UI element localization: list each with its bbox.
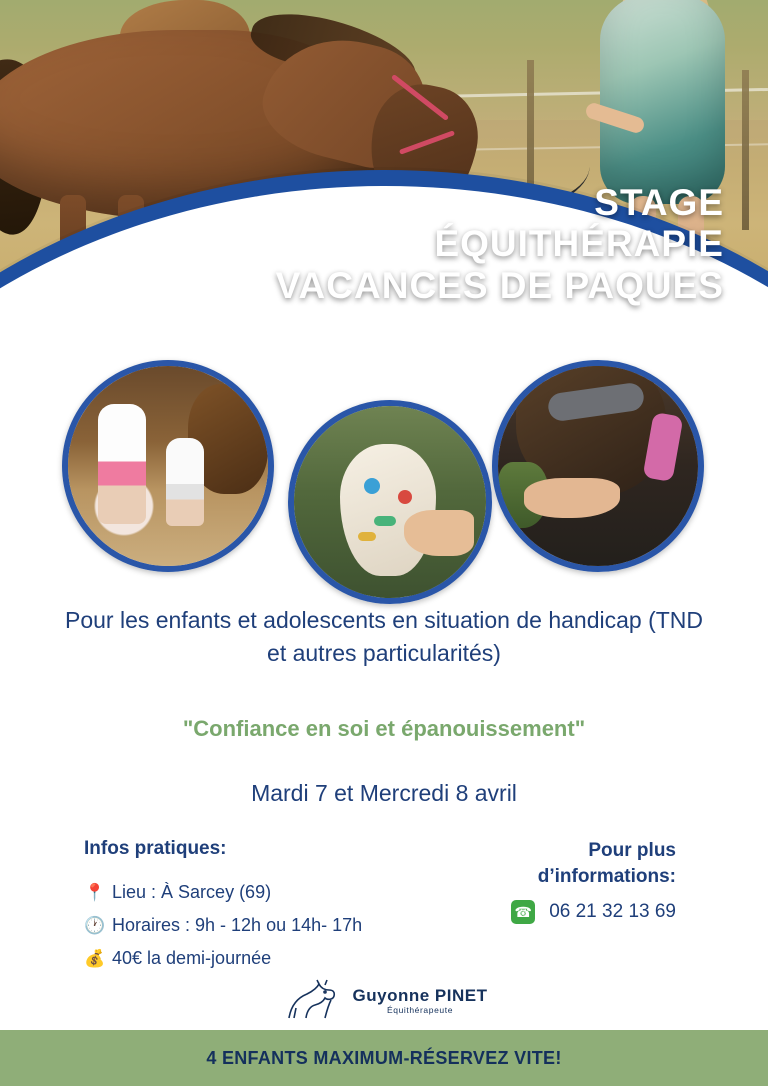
info-row-hours <box>84 915 484 936</box>
logo-subtitle: Équithérapeute <box>386 1004 454 1015</box>
child-standing <box>98 404 146 524</box>
fence-post-2 <box>742 70 749 230</box>
phone-icon: ☎ <box>511 900 535 924</box>
money-icon: 💰 <box>84 948 106 968</box>
audience-subtitle: Pour les enfants et adolescents en situation de handicap (TND et autres particularités) <box>65 607 703 666</box>
photo-circle-feeding <box>492 360 704 572</box>
paint-dot-red <box>398 490 412 504</box>
photo-circle-2-image <box>294 406 486 598</box>
tagline-quote: "Confiance en soi et épanouissement" <box>182 716 586 741</box>
practical-info-heading: Infos pratiques: <box>84 838 227 859</box>
footer-banner <box>0 1030 768 1086</box>
contact-phone-row[interactable] <box>511 900 676 924</box>
white-horse-face <box>340 444 436 576</box>
child-hand <box>404 510 474 556</box>
contact-phone-number[interactable]: 06 21 32 13 69 <box>549 901 676 922</box>
info-location-text: Lieu : À Sarcey (69) <box>112 882 272 902</box>
child-small <box>166 438 204 526</box>
title-line-1: STAGE <box>594 182 724 223</box>
photo-circle-1-image <box>68 366 268 566</box>
horse-line-icon <box>281 978 343 1024</box>
info-row-price <box>84 948 484 969</box>
footer-text: 4 ENFANTS MAXIMUM-RÉSERVEZ VITE! <box>206 1047 562 1068</box>
contact-heading <box>538 838 676 889</box>
paint-dot-blue <box>364 478 380 494</box>
logo-name: Guyonne PINET <box>352 985 488 1005</box>
title-line-3: VACANCES DE PAQUES <box>275 264 724 306</box>
info-row-location <box>84 882 484 903</box>
practical-info-list <box>84 882 484 981</box>
pin-icon: 📍 <box>84 882 106 902</box>
photo-circle-grooming <box>62 360 274 572</box>
clock-icon: 🕐 <box>84 915 106 935</box>
logo-text <box>353 987 488 1015</box>
paint-stroke-green <box>374 516 396 526</box>
brand-logo <box>0 978 768 1024</box>
photo-circle-3-image <box>498 366 698 566</box>
contact-heading-line-2: d’informations: <box>537 865 676 887</box>
paint-stroke-yellow <box>358 532 376 541</box>
photo-circles <box>0 352 768 592</box>
contact-heading-line-1: Pour plus <box>588 840 676 861</box>
info-price-text: 40€ la demi-journée <box>112 948 272 968</box>
info-hours-text: Horaires : 9h - 12h ou 14h- 17h <box>112 915 363 935</box>
title-line-2: ÉQUITHÉRAPIE <box>434 223 724 265</box>
feeding-hand <box>524 478 620 518</box>
woman-dress <box>600 0 725 204</box>
photo-circle-face-painting <box>288 400 492 604</box>
event-dates: Mardi 7 et Mercredi 8 avril <box>251 780 517 806</box>
poster-title <box>276 182 724 306</box>
